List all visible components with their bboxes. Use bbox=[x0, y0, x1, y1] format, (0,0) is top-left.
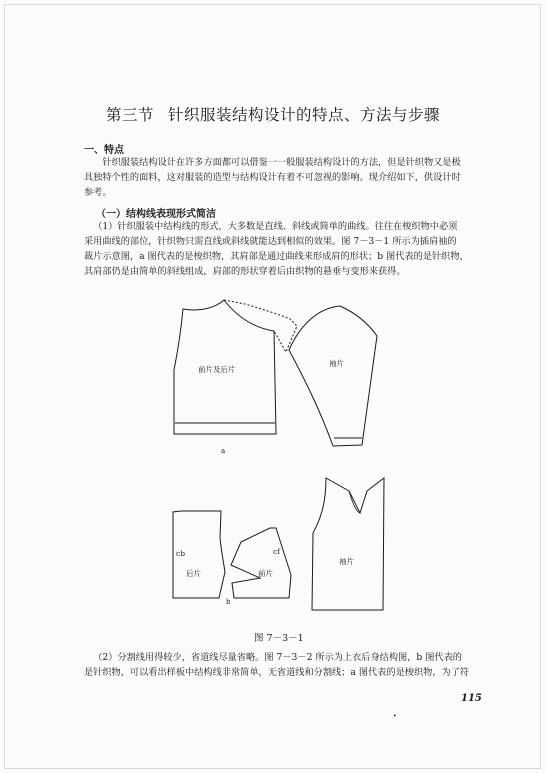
label-figure-a: a bbox=[221, 447, 226, 455]
para2-line: 是针织物，可以看出样板中结构线非常简单，无省道线和分割线；a 图代表的是梭织物，为了符 bbox=[84, 667, 470, 678]
heading-features: 一、特点 bbox=[84, 145, 124, 156]
para1-line: （1）针织服装中结构线的形式，大多数是直线、斜线或简单的曲线。往往在梭织物中必须 bbox=[93, 221, 458, 232]
section-number: 第三节 bbox=[105, 106, 154, 124]
label-body-front-back: 前片及后片 bbox=[198, 365, 236, 374]
footer-mark: • bbox=[393, 713, 397, 720]
intro-line: 针织服装结构设计在许多方面都可以借鉴一一般服装结构设计的方法，但是针织物又是极 bbox=[102, 157, 461, 168]
label-cb: cb bbox=[176, 549, 186, 558]
section-title-text: 针织服装结构设计的特点、方法与步骤 bbox=[168, 106, 441, 124]
label-sleeve-b: 袖片 bbox=[339, 557, 354, 566]
intro-line: 参考。 bbox=[84, 187, 112, 198]
knit-sleeve-piece bbox=[312, 478, 384, 610]
intro-line: 具独特个性的面料，这对服装的造型与结构设计有着不可忽视的影响。现介绍如下，供设计时 bbox=[84, 172, 461, 183]
para1-line: 其肩部仍是由简单的斜线组成，肩部的形状穿着后由织物的悬垂与变形来获得。 bbox=[84, 266, 406, 277]
para1-line: 采用曲线的部位，针织物只需直线或斜线就能达到相似的效果。图 7－3－1 所示为插肩袖的 bbox=[84, 236, 457, 247]
heading-structure-lines: （一）结构线表现形式简洁 bbox=[96, 209, 216, 220]
raglan-sleeve-piece bbox=[289, 306, 377, 446]
label-sleeve-a: 袖片 bbox=[329, 359, 344, 368]
label-cf: cf bbox=[273, 547, 280, 556]
para2-line: （2）分割线用得较少，省道线尽量省略。图 7－3－2 所示为上衣后身结构图，b 图代表的 bbox=[93, 652, 462, 663]
knit-front-piece bbox=[231, 528, 291, 598]
page-number: 115 bbox=[461, 693, 482, 704]
paragraph-2 bbox=[84, 650, 488, 680]
raglan-sleeve-overlay bbox=[224, 300, 297, 352]
label-front-piece: 前片 bbox=[258, 569, 273, 578]
label-back-piece: 后片 bbox=[186, 569, 201, 578]
para1-line: 裁片示意图，a 图代表的是梭织物，其肩部是通过曲线来形成肩的形状；b 图代表的是针织物， bbox=[84, 251, 469, 262]
label-figure-b: b bbox=[226, 598, 231, 606]
figure-caption: 图 7－3－1 bbox=[254, 633, 304, 644]
